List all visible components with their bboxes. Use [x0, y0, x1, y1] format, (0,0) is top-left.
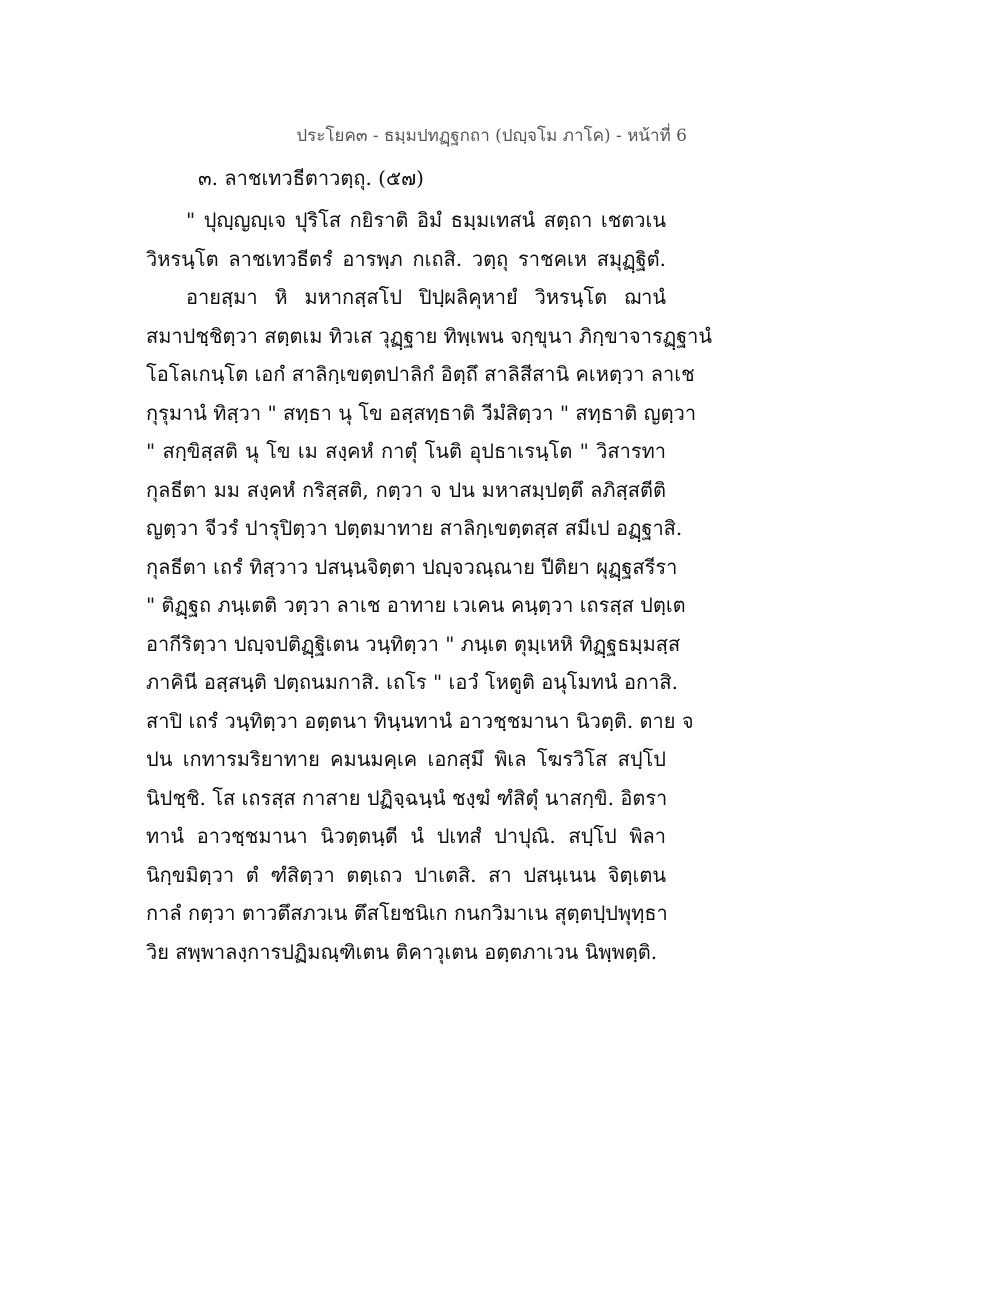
- body-line: กุลธีตา มม สงฺคหํ กริสฺสติ, กตฺวา จ ปน มหาสมฺปตฺตึ ลภิสฺสตีติ: [146, 477, 666, 502]
- body-line: ทานํ อาวชฺชมานา นิวตฺตนฺตี นํ ปเทสํ ปาปุณิ. สปฺโป พิลา: [146, 824, 666, 848]
- body-line: นิปชฺชิ. โส เถรสฺส กาสาย ปฏิจฺฉนฺนํ ชงฺฆํ ฑํสิตุํ นาสกฺขิ. อิตรา: [146, 785, 668, 810]
- body-line: กุรุมานํ ทิสฺวา " สทฺธา นุ โข อสฺสทฺธาติ วีมํสิตฺวา " สทฺธาติ ญตฺวา: [146, 400, 697, 425]
- body-line: ภาคินี อสฺสนฺติ ปตฺถนมกาสิ. เถโร " เอวํ โหตูติ อนุโมทนํ อกาสิ.: [146, 670, 678, 694]
- body-line: สมาปชฺชิตฺวา สตฺตเม ทิวเส วุฏฺฐาย ทิพฺเพน จกฺขุนา ภิกฺขาจารฏฺฐานํ: [146, 323, 713, 348]
- body-line: โอโลเกนฺโต เอกํ สาลิกฺเขตฺตปาลิกํ อิตฺถึ สาลิสีสานิ คเหตฺวา ลาเช: [146, 362, 695, 386]
- body-line-last: วิย สพฺพาลงฺการปฏิมณฺฑิเตน ติคาวุเตน อตฺตภาเวน นิพฺพตฺติ.: [146, 939, 658, 964]
- body-line: สาปิ เถรํ วนฺทิตฺวา อตฺตนา ทินฺนทานํ อาวชฺชมานา นิวตฺติ. ตาย จ: [146, 708, 694, 733]
- body-line: " สกฺขิสฺสติ นุ โข เม สงฺคหํ กาตุํ โนติ อุปธาเรนฺโต " วิสารทา: [146, 439, 666, 463]
- body-text: [146, 201, 713, 971]
- body-line: อายสฺมา หิ มหากสฺสโป ปิปฺผลิคุหายํ วิหรนฺโต ฌานํ: [186, 285, 666, 309]
- body-line: วิหรนฺโต ลาชเทวธีตรํ อารพฺภ กเถสิ. วตฺถุ ราชคเห สมุฏฺฐิตํ.: [146, 246, 666, 271]
- body-line: อากีริตฺวา ปญฺจปติฏฺฐิเตน วนฺทิตฺวา " ภนฺเต ตุมฺเหหิ ทิฏฺฐธมฺมสฺส: [146, 631, 681, 656]
- section-title: ๓. ลาชเทวธีตาวตฺถุ. (๕๗): [198, 166, 424, 190]
- body-line: กาลํ กตฺวา ตาวตึสภวเน ตึสโยชนิเก กนกวิมาเน สุตฺตปฺปพุทฺธา: [146, 901, 668, 925]
- body-line: " ติฏฺฐถ ภนฺเตติ วตฺวา ลาเช อาทาย เวเคน คนฺตฺวา เถรสฺส ปตฺเต: [146, 593, 686, 617]
- body-line: ญตฺวา จีวรํ ปารุปิตฺวา ปตฺตมาทาย สาลิกฺเขตฺตสฺส สมีเป อฏฺฐาสิ.: [146, 516, 683, 540]
- body-line: ปน เกทารมริยาทาย คมนมคฺเค เอกสฺมึ พิเล โฆรวิโส สปฺโป: [146, 747, 666, 771]
- body-line: นิกฺขมิตฺวา ตํ ฑํสิตฺวา ตตฺเถว ปาเตสิ. สา ปสนฺเนน จิตฺเตน: [146, 862, 666, 887]
- body-line: " ปุญฺญญฺเจ ปุริโส กยิราติ อิมํ ธมฺมเทสนํ สตฺถา เชตวเน: [186, 208, 666, 232]
- running-header: ประโยค๓ - ธมฺมปทฏฺฐกถา (ปญฺจโม ภาโค) - หน้าที่ 6: [296, 126, 687, 146]
- body-line: กุลธีตา เถรํ ทิสฺวาว ปสนฺนจิตฺตา ปญฺจวณฺณาย ปีติยา ผุฏฺฐสรีรา: [146, 554, 678, 579]
